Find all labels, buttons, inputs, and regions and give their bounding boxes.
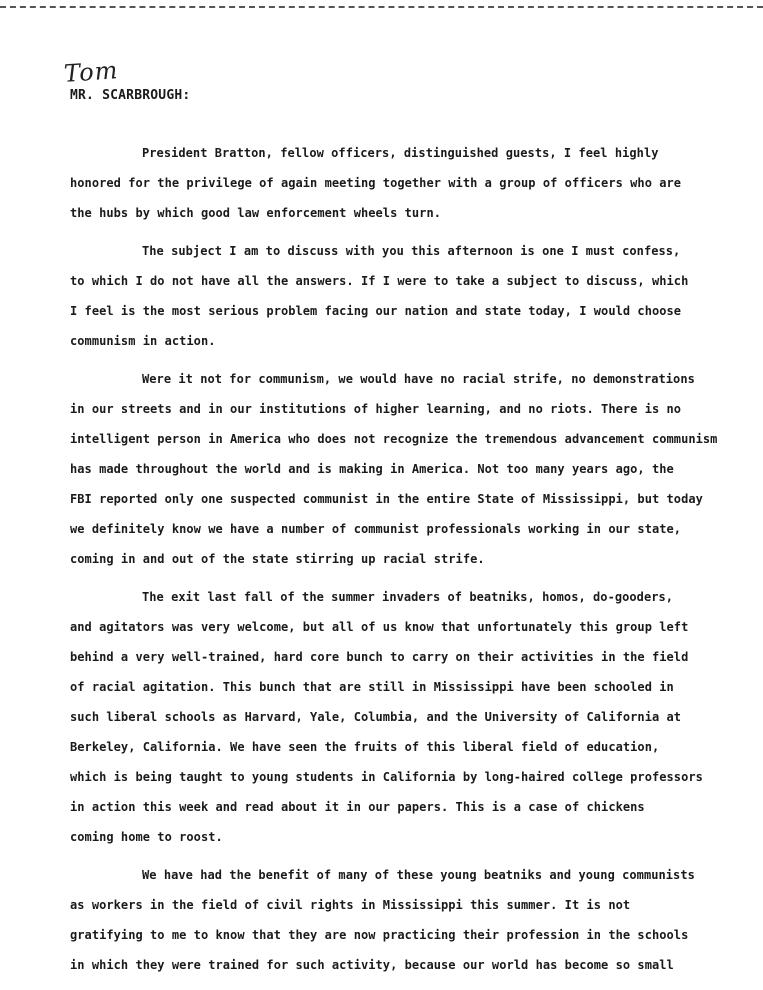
text-line: gratifying to me to know that they are now practicing their profession in the schools [70, 928, 689, 942]
text-line: honored for the privilege of again meeting together with a group of officers who are [70, 176, 682, 190]
text-line: coming home to roost. [70, 830, 223, 844]
text-line: We have had the benefit of many of these young beatniks and young communists [142, 868, 695, 882]
text-line: of racial agitation. This bunch that are still in Mississippi have been schooled in [70, 680, 674, 694]
paragraph [70, 364, 730, 574]
text-line: the hubs by which good law enforcement wheels turn. [70, 206, 442, 220]
text-line: President Bratton, fellow officers, distinguished guests, I feel highly [142, 146, 659, 160]
text-line: in action this week and read about it in our papers. This is a case of chickens [70, 800, 645, 814]
text-line: The exit last fall of the summer invaders of beatniks, homos, do-gooders, [142, 590, 674, 604]
text-line: which is being taught to young students in California by long-haired college professors [70, 770, 703, 784]
page-top-edge [0, 6, 763, 8]
paragraph [70, 582, 730, 852]
text-line: Berkeley, California. We have seen the fruits of this liberal field of education, [70, 740, 660, 754]
text-line: The subject I am to discuss with you this afternoon is one I must confess, [142, 244, 681, 258]
text-line: has made throughout the world and is making in America. Not too many years ago, the [70, 462, 674, 476]
paragraph [70, 860, 730, 980]
text-line: we definitely know we have a number of communist professionals working in our state, [70, 522, 682, 536]
text-line: FBI reported only one suspected communist in the entire State of Mississippi, but today [70, 492, 703, 506]
text-line: in which they were trained for such activity, because our world has become so small [70, 958, 674, 972]
text-line: communism in action. [70, 334, 216, 348]
text-line: in our streets and in our institutions of higher learning, and no riots. There is no [70, 402, 682, 416]
text-line: I feel is the most serious problem facing our nation and state today, I would choose [70, 304, 682, 318]
document-body [70, 138, 730, 988]
speaker-label: MR. SCARBROUGH: [70, 88, 191, 103]
text-line: Were it not for communism, we would have no racial strife, no demonstrations [142, 372, 695, 386]
text-line: and agitators was very welcome, but all of us know that unfortunately this group left [70, 620, 689, 634]
text-line: coming in and out of the state stirring up racial strife. [70, 552, 485, 566]
text-line: intelligent person in America who does not recognize the tremendous advancement communism [70, 432, 718, 446]
text-line: as workers in the field of civil rights in Mississippi this summer. It is not [70, 898, 631, 912]
paragraph [70, 138, 730, 228]
handwritten-note: Tom [63, 56, 120, 88]
text-line: such liberal schools as Harvard, Yale, Columbia, and the University of California at [70, 710, 682, 724]
paragraph [70, 236, 730, 356]
text-line: to which I do not have all the answers. If I were to take a subject to discuss, which [70, 274, 689, 288]
text-line: behind a very well-trained, hard core bunch to carry on their activities in the field [70, 650, 689, 664]
